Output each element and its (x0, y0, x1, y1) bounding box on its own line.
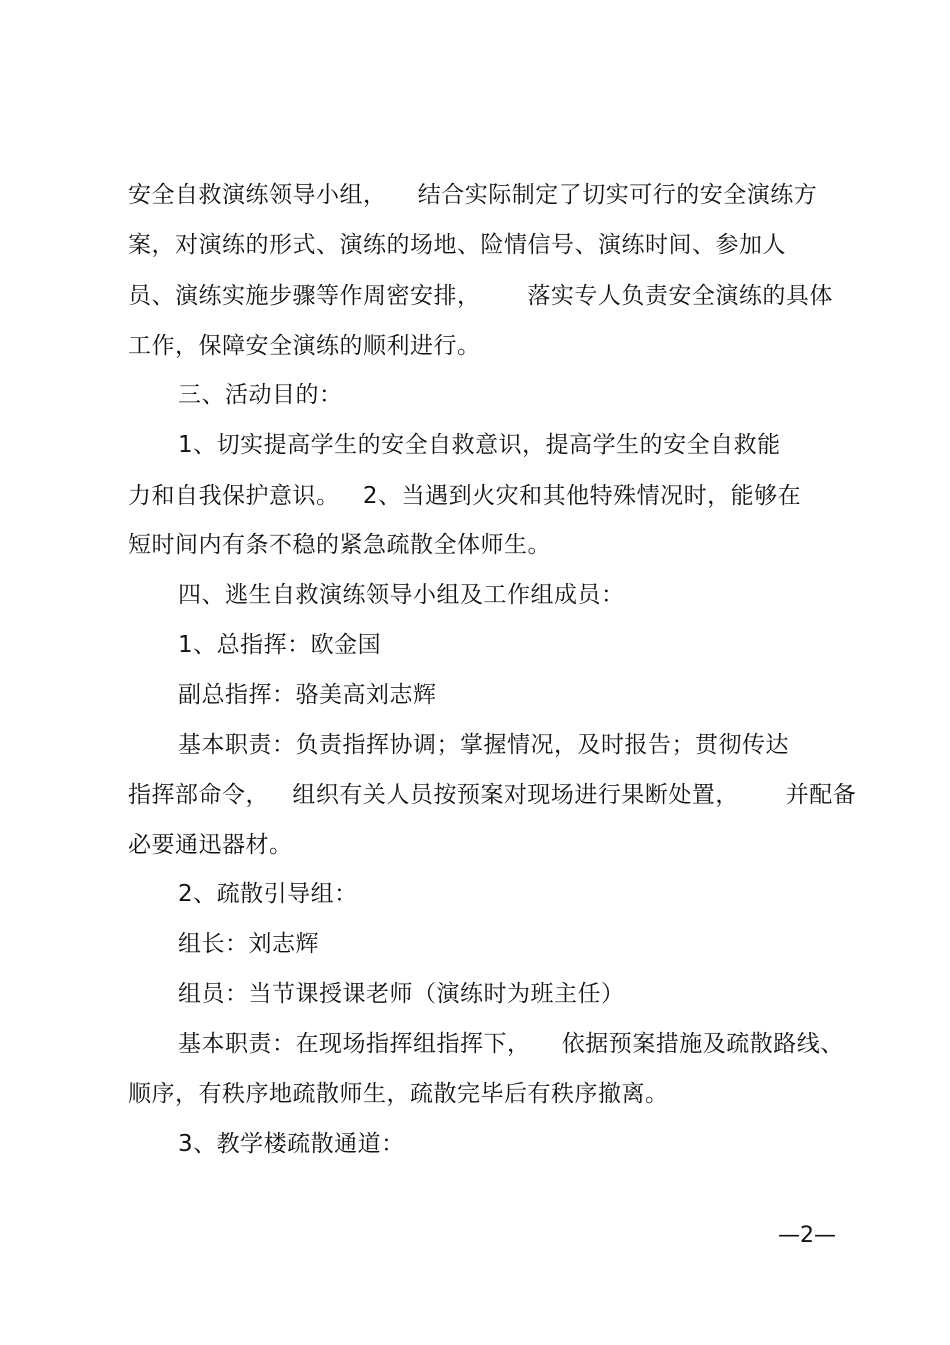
text-line: 基本职责：负责指挥协调；掌握情况，及时报告；贯彻传达 (178, 732, 789, 758)
text-line: 2、疏散引导组： (178, 881, 358, 907)
text-line: 1、总指挥：欧金国 (178, 632, 382, 658)
text-line: 短时间内有条不稳的紧急疏散全体师生。 (128, 532, 551, 558)
section-heading: 四、逃生自救演练领导小组及工作组成员： (178, 582, 625, 608)
text-line: 指挥部命令， 组织有关人员按预案对现场进行果断处置， 并配备 (128, 782, 857, 808)
text-line: 员、演练实施步骤等作周密安排， 落实专人负责安全演练的具体 (128, 283, 833, 309)
text-line: 必要通迅器材。 (128, 832, 293, 858)
page-number: —2— (778, 1223, 836, 1248)
text-line: 组长：刘志辉 (178, 931, 319, 957)
text-line: 组员：当节课授课老师（演练时为班主任） (178, 981, 625, 1007)
text-line: 案，对演练的形式、演练的场地、险情信号、演练时间、参加人 (128, 232, 786, 258)
text-line: 副总指挥：骆美高刘志辉 (178, 682, 437, 708)
text-line: 3、教学楼疏散通道： (178, 1131, 405, 1157)
text-line: 1、切实提高学生的安全自救意识，提高学生的安全自救能 (178, 432, 781, 458)
text-line: 力和自我保护意识。 2、当遇到火灾和其他特殊情况时，能够在 (128, 483, 802, 509)
text-line: 安全自救演练领导小组， 结合实际制定了切实可行的安全演练方 (128, 182, 818, 208)
text-line: 基本职责：在现场指挥组指挥下， 依据预案措施及疏散路线、 (178, 1031, 844, 1057)
text-line: 顺序，有秩序地疏散师生，疏散完毕后有秩序撤离。 (128, 1081, 669, 1107)
section-heading: 三、活动目的： (178, 382, 343, 408)
text-line: 工作，保障安全演练的顺利进行。 (128, 333, 481, 359)
